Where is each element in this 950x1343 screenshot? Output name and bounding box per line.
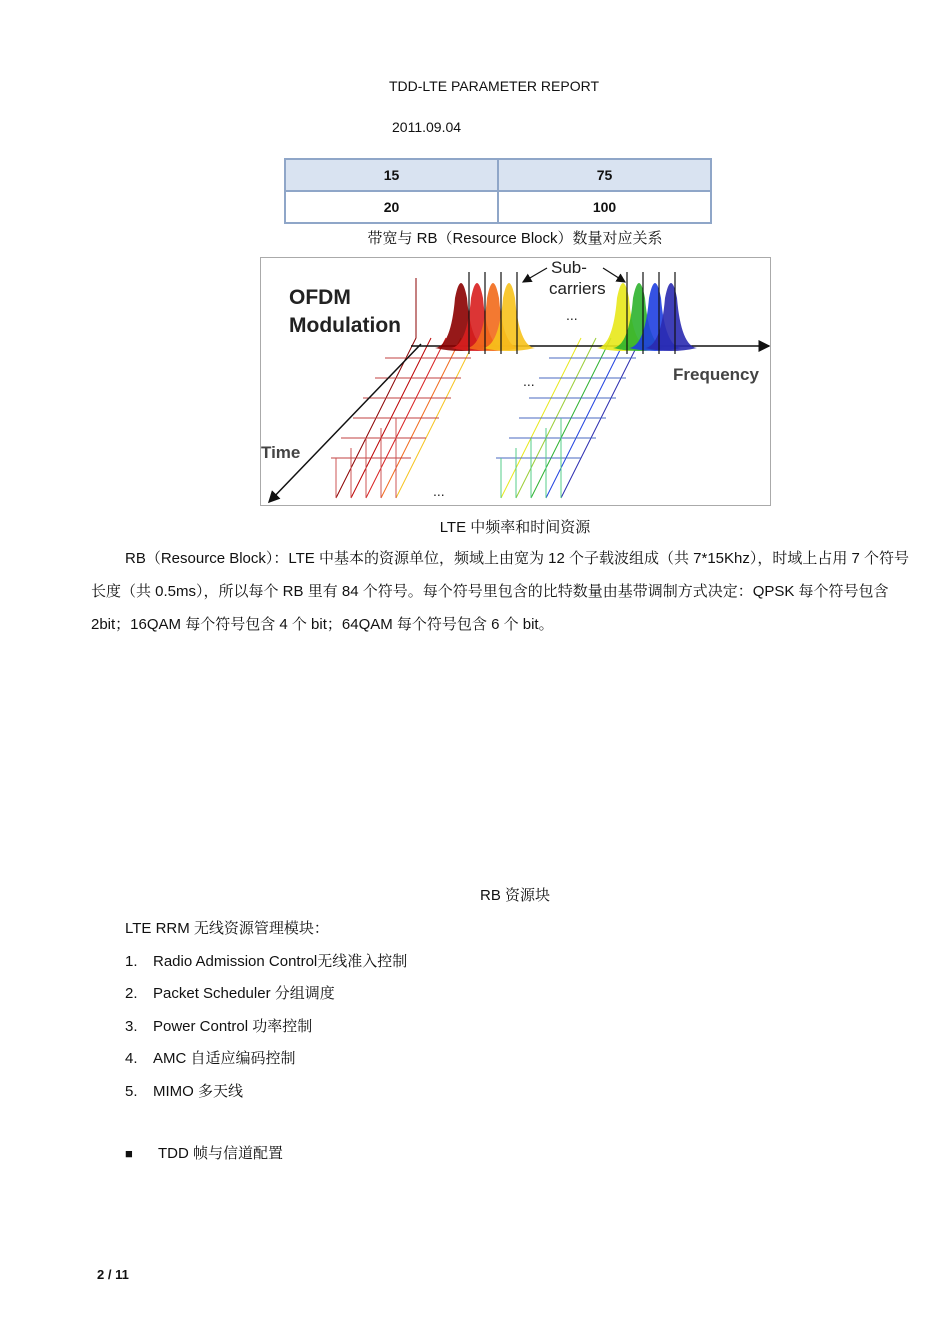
list-item <box>125 1080 243 1101</box>
list-text: Radio Admission Control无线准入控制 <box>153 953 408 970</box>
list-item <box>125 982 335 1003</box>
ofdm-diagram <box>261 258 770 505</box>
list-number: 1. <box>125 953 138 970</box>
time-grid-cool <box>496 338 641 498</box>
table-cell: 15 <box>285 159 498 191</box>
figure-caption: LTE 中频率和时间资源 <box>439 519 591 536</box>
list-text: Power Control 功率控制 <box>153 1018 313 1035</box>
list-text: MIMO 多天线 <box>153 1083 243 1100</box>
square-bullet-icon: ■ <box>125 1146 133 1161</box>
tdd-heading <box>125 1142 283 1163</box>
ellipsis-top: ... <box>566 307 578 323</box>
page-number: 2 / 11 <box>97 1267 129 1282</box>
carriers-label: carriers <box>549 279 606 298</box>
list-item <box>125 1015 312 1036</box>
table-row <box>285 159 711 191</box>
frequency-label: Frequency <box>673 365 759 384</box>
table-cell: 100 <box>498 191 711 223</box>
ellipsis-mid: ... <box>523 373 535 389</box>
table-cell: 75 <box>498 159 711 191</box>
report-date: 2011.09.04 <box>392 119 462 135</box>
rrm-title: LTE RRM 无线资源管理模块： <box>125 920 329 937</box>
time-axis <box>269 344 421 502</box>
rb-paragraph: RB（Resource Block）：LTE 中基本的资源单位，频域上由宽为 12 个子载波组成（共 7*15Khz），时域上占用 7 个符号长度（共 0.5ms），所以每个 RB 里有 84 个符号。每个符号里包含的比特数量由基带调制方式决定：QPSK 每个符号包含 2bit；16QAM 每个符号包含 4 个 bit；64QAM 每个符号包含 6 个 bit。 <box>91 550 910 633</box>
list-text: AMC 自适应编码控制 <box>153 1050 296 1067</box>
ofdm-figure <box>260 257 771 506</box>
table-cell: 20 <box>285 191 498 223</box>
list-text: Packet Scheduler 分组调度 <box>153 985 335 1002</box>
list-number: 2. <box>125 985 138 1002</box>
table-row <box>285 191 711 223</box>
time-label: Time <box>261 443 301 462</box>
ellipsis-bottom: ... <box>433 483 445 499</box>
list-item <box>125 950 407 971</box>
list-number: 5. <box>125 1083 138 1100</box>
list-item <box>125 1047 296 1068</box>
tdd-heading-text: TDD 帧与信道配置 <box>158 1145 283 1162</box>
rb-caption: RB 资源块 <box>479 887 550 904</box>
list-number: 3. <box>125 1018 138 1035</box>
table-caption: 带宽与 RB（Resource Block）数量对应关系 <box>367 230 663 247</box>
sub-label: Sub- <box>551 258 587 277</box>
modulation-label: Modulation <box>289 314 401 337</box>
bandwidth-rb-table <box>284 158 712 224</box>
ofdm-label: OFDM <box>289 286 351 309</box>
list-number: 4. <box>125 1050 138 1067</box>
report-title: TDD-LTE PARAMETER REPORT <box>388 78 600 94</box>
